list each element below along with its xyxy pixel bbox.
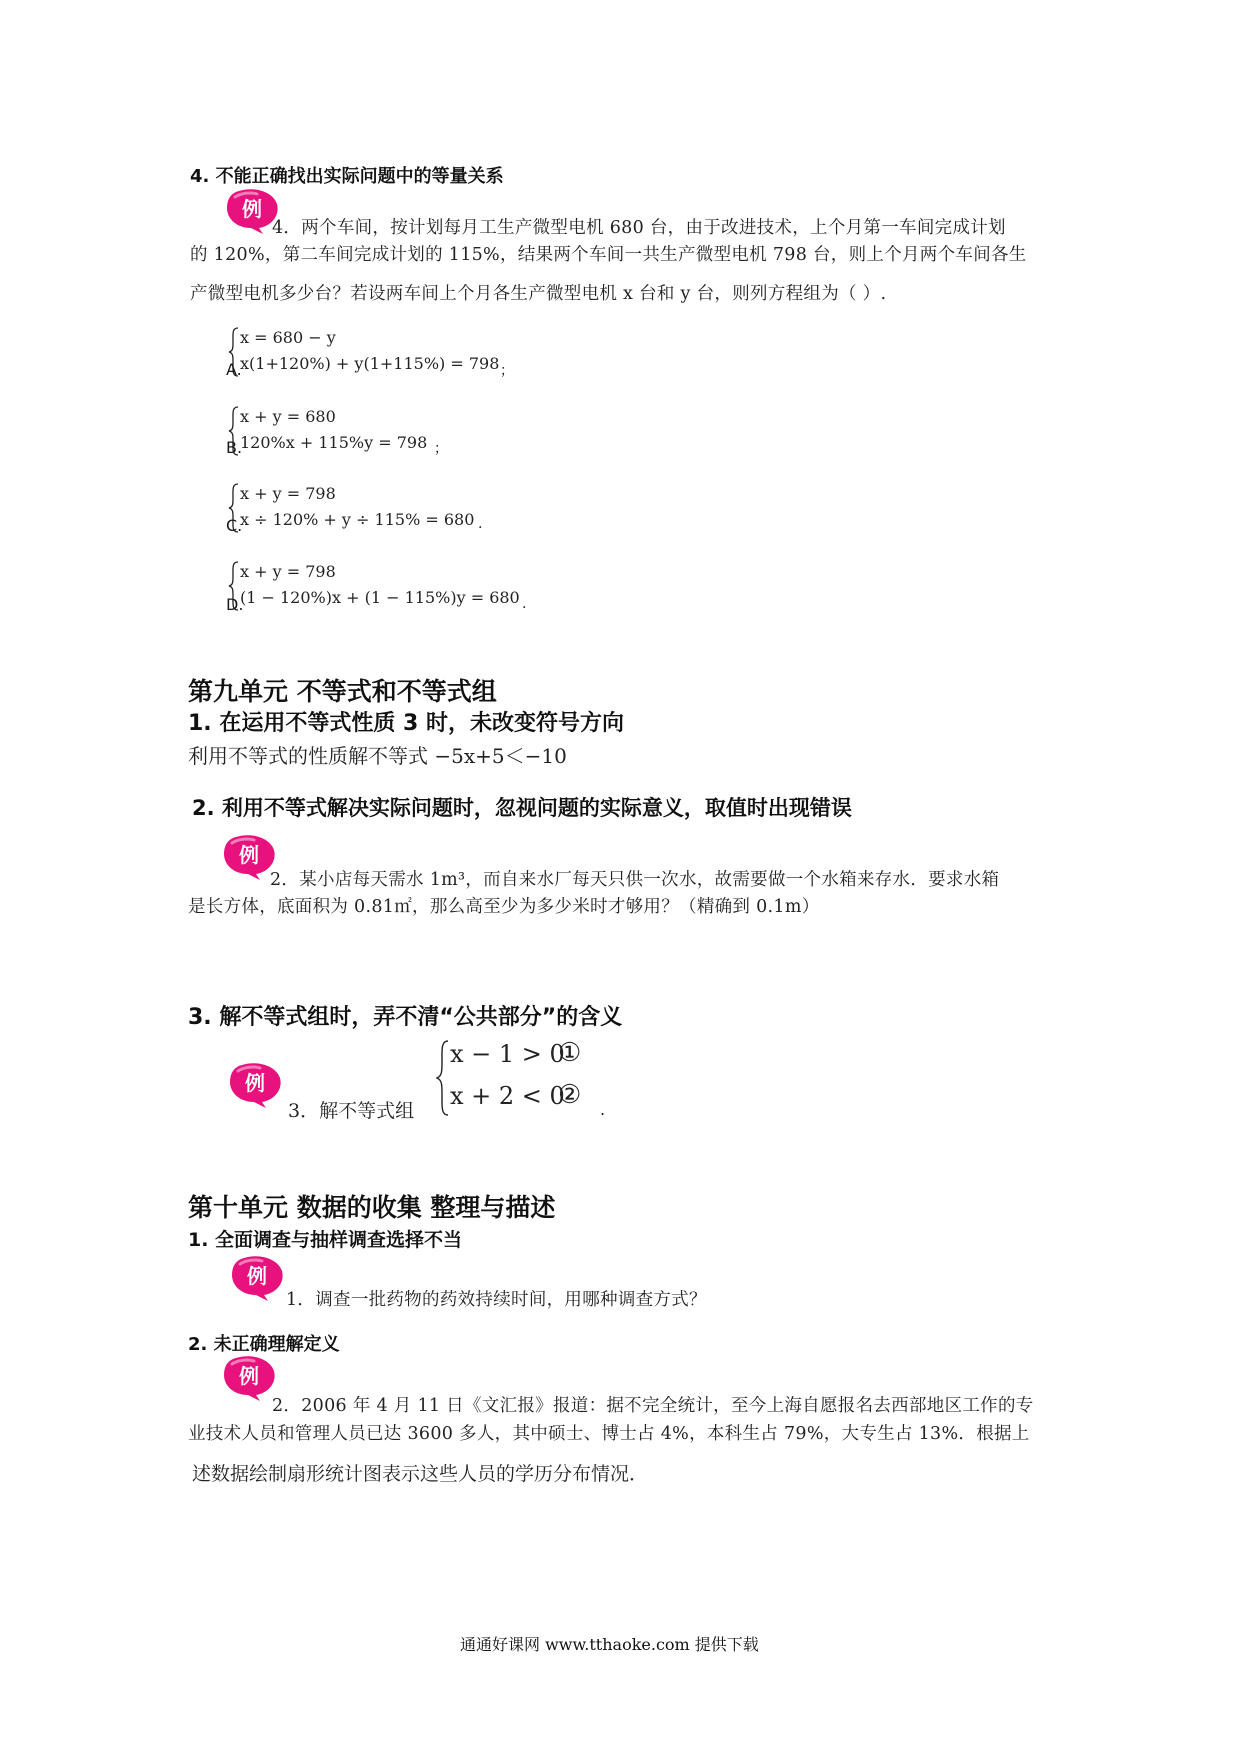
inequality: x − 1 > 0 [450,1040,565,1068]
example-text: 1．调查一批药物的药效持续时间，用哪种调查方式？ [286,1290,707,1310]
inequality: x + 2 < 0 [450,1082,565,1110]
option-tail: . [522,596,527,612]
option-d [228,560,548,610]
badge-label: 例 [245,1071,265,1095]
section-heading: 4. 不能正确找出实际问题中的等量关系 [190,166,504,187]
option-tail: ； [500,363,514,379]
circled-number: ① [558,1038,582,1068]
page-footer: 通通好课网 www.tthaoke.com 提供下载 [460,1635,759,1654]
option-label: C. [226,516,243,535]
section-heading: 1. 全面调查与抽样调查选择不当 [188,1229,463,1251]
example-text: 3．解不等式组 [288,1100,415,1122]
section-heading: 2. 未正确理解定义 [188,1334,340,1355]
circled-number: ② [558,1080,582,1110]
badge-label: 例 [239,1364,259,1388]
example-badge-icon [230,1255,286,1301]
problem-text: 利用不等式的性质解不等式 −5x+5＜−10 [188,744,567,768]
option-label: D. [226,595,244,614]
equation: x + y = 798 [240,562,336,581]
option-tail: . [478,516,483,532]
equation: x = 680 − y [240,328,336,347]
example-badge-icon [222,1355,278,1401]
example-badge-icon [228,1062,284,1108]
badge-label: 例 [242,197,262,221]
badge-label: 例 [239,843,259,867]
equation: x(1+120%) + y(1+115%) = 798 [240,354,500,373]
option-b [228,405,528,455]
equation: x ÷ 120% + y ÷ 115% = 680 [240,510,475,529]
example-text: 4．两个车间，按计划每月工生产微型电机 680 台，由于改进技术，上个月第一车间完成计划 [272,218,1006,238]
equation: 120%x + 115%y = 798 [240,433,428,452]
example-text: 产微型电机多少台？若设两车间上个月各生产微型电机 x 台和 y 台，则列方程组为（ ）. [190,284,887,304]
unit-title: 第十单元 数据的收集 整理与描述 [188,1193,556,1222]
example-text: 是长方体，底面积为 0.81㎡，那么高至少为多少米时才够用？（精确到 0.1m） [188,897,820,917]
option-tail: ； [434,441,448,457]
badge-label: 例 [247,1264,267,1288]
option-label: A. [226,360,242,379]
section-heading: 1. 在运用不等式性质 3 时，未改变符号方向 [188,711,624,736]
example-text: 2．某小店每天需水 1m³，而自来水厂每天只供一次水，故需要做一个水箱来存水．要求水箱 [270,870,1000,890]
example-text: 述数据绘制扇形统计图表示这些人员的学历分布情况． [192,1463,649,1485]
option-c [228,482,528,532]
option-label: B. [226,438,243,457]
section-heading: 3. 解不等式组时，弄不清“公共部分”的含义 [188,1005,623,1030]
equation: x + y = 798 [240,484,336,503]
equation: x + y = 680 [240,407,336,426]
equation: (1 − 120%)x + (1 − 115%)y = 680 [240,588,520,607]
example-text: 2．2006 年 4 月 11 日《文汇报》报道：据不完全统计，至今上海自愿报名去西部地区工作的专 [272,1396,1034,1416]
example-text: 业技术人员和管理人员已达 3600 多人，其中硕士、博士占 4%，本科生占 79%，大专生占 13%．根据上 [188,1424,1030,1444]
inequality-system [436,1038,616,1118]
option-a [228,326,528,376]
unit-title: 第九单元 不等式和不等式组 [188,677,497,706]
example-text: 的 120%，第二车间完成计划的 115%，结果两个车间一共生产微型电机 798 台，则上个月两个车间各生 [190,245,1027,265]
tail-mark: . [600,1100,606,1119]
section-heading: 2. 利用不等式解决实际问题时，忽视问题的实际意义，取值时出现错误 [192,796,852,820]
